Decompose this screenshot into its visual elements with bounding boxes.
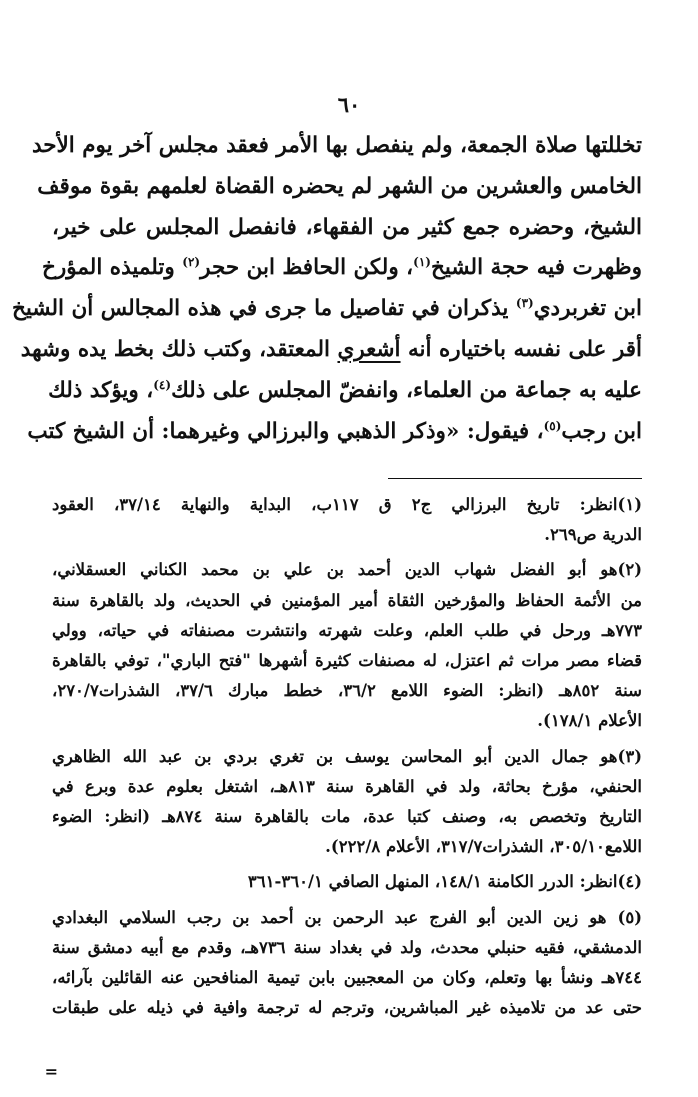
footnote-line: سنة ٨٥٢هـ (انظر: الضوء اللامع ٣٦/٢، خطط مبارك ٣٧/٦، الشذرات٢٧٠/٧، [52,681,642,701]
line7-text-a: عليه به جماعة من العلماء، وانفضّ المجلس على ذلك [171,377,642,403]
line8-text-a: ابن رجب [561,418,642,444]
footnote-ref-1: (١) [413,255,431,270]
footnote-line: حتى عد من تلاميذه غير المباشرين، وترجم له ترجمة وافية في ذيله على طبقات [52,998,642,1018]
underlined-word: أشعري [337,336,401,362]
main-line-4 [42,248,642,289]
footnote-5 [52,903,642,1024]
footnote-separator [388,478,642,479]
footnote-line: ٧٧٣هـ ورحل في طلب العلم، وعلت شهرته وانتشرت مصنفاته في حياته، وولي [52,620,642,640]
footnote-3 [52,742,642,863]
footnote-line: الأعلام ١٧٨/١). [537,711,642,731]
footnote-4 [52,867,642,897]
footnote-line: الدرية ص٢٦٩. [544,525,642,545]
footnotes [52,490,642,1028]
footnote-2 [52,555,642,736]
main-line-8 [27,412,642,453]
footnote-line: ٧٤٤هـ ونشأ بها وتعلم، وكان من المعجبين بابن تيمية المنافحين عنه القائلين بآرائه، [52,968,642,988]
main-line-7 [48,371,642,412]
footnote-ref-2: (٢) [182,255,201,270]
footnote-line: اللامع٣٠٥/١٠، الشذرات٣١٧/٧، الأعلام ٢٢٢/٨). [325,837,642,857]
footnote-ref-4: (٤) [153,377,172,392]
footnote-line: الدمشقي، فقيه حنبلي محدث، ولد في بغداد سنة ٧٣٦هـ، وقدم مع أبيه دمشق سنة [52,937,642,957]
line5-text-a: ابن تغربردي [533,296,642,322]
continuation-mark: = [44,1062,58,1081]
footnote-line: الحنفي، مؤرخ بحاثة، ولد في القاهرة سنة ٨١٣هـ، اشتغل بعلوم عدة وبرع في [52,776,642,796]
line8-text-b: ، فيقول: «وذكر الذهبي والبرزالي وغيرهما: أن الشيخ كتب [27,418,544,444]
footnote-line: (٥) هو زين الدين أبو الفرج عبد الرحمن بن أحمد بن رجب السلامي البغدادي [52,907,642,927]
footnote-line: التاريخ وتخصص به، وصنف كتبا عدة، مات بالقاهرة سنة ٨٧٤هـ (انظر: الضوء [52,807,642,827]
footnote-ref-3: (٣) [515,296,534,311]
footnote-line: قضاء مصر مرات ثم اعتزل، له مصنفات كثيرة أشهرها "فتح الباري"، توفي بالقاهرة [52,651,642,671]
footnote-line: (١)انظر: تاريخ البرزالي ج٢ ق ١١٧ب، البداية والنهاية ٣٧/١٤، العقود [52,495,642,514]
footnote-line: من الأئمة الحفاظ والمؤرخين الثقاة أمير المؤمنين في الحديث، ولد بالقاهرة سنة [52,590,642,610]
line6-text-a: أقر على نفسه باختياره أنه [400,336,642,362]
main-line-3: الشيخ، وحضره جمع كثير من الفقهاء، فانفصل المجلس على خير، [52,214,642,240]
line4-text-c: وتلميذه المؤرخ [42,255,183,281]
main-line-2: الخامس والعشرين من الشهر لم يحضره القضاة لعلمهم بقوة موقف [37,173,642,199]
line6-text-b: المعتقد، وكتب ذلك بخط يده وشهد [20,336,338,362]
main-line-5 [11,289,642,330]
footnote-1 [52,490,642,550]
main-line-1: تخللتها صلاة الجمعة، ولم ينفصل بها الأمر فعقد مجلس آخر يوم الأحد [31,133,642,158]
main-text [11,126,642,452]
main-line-6 [20,330,642,371]
line7-text-b: ، ويؤكد ذلك [48,377,154,403]
line4-text-b: ، ولكن الحافظ ابن حجر [200,255,414,281]
footnote-ref-5: (٥) [543,418,562,433]
page-number: ٦٠ [337,92,361,117]
footnote-line: (٢)هو أبو الفضل شهاب الدين أحمد بن علي بن محمد الكناني العسقلاني، [52,560,642,580]
footnote-line: (٤)انظر: الدرر الكامنة ١٤٨/١، المنهل الصافي ٣٦٠/١-٣٦١ [247,872,642,892]
line4-text-a: وظهرت فيه حجة الشيخ [430,255,642,281]
footnote-line: (٣)هو جمال الدين أبو المحاسن يوسف بن تغري بردي بن عبد الله الظاهري [52,746,642,766]
line5-text-b: يذكران في تفاصيل ما جرى في هذه المجالس أن الشيخ [11,296,516,322]
